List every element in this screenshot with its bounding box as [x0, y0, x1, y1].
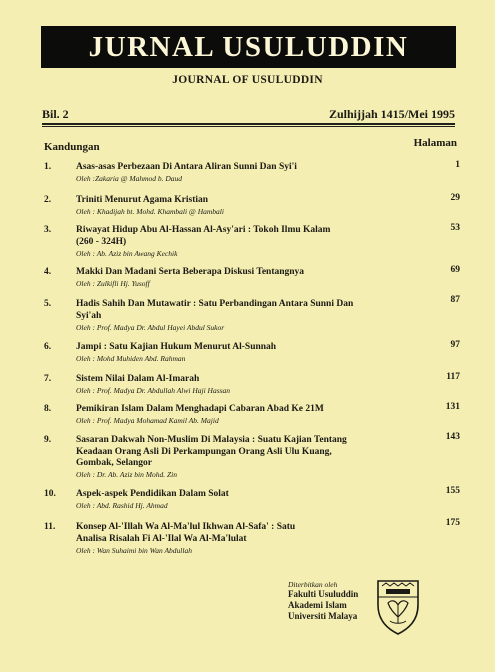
entry-title: Triniti Menurut Agama Kristian [76, 195, 209, 205]
entry-author: Oleh : Prof. Madya Mohamad Kamil Ab. Majid [76, 416, 219, 425]
entry-number: 5. [44, 299, 52, 309]
entry-number: 8. [44, 404, 52, 414]
entry-title: Hadis Sahih Dan Mutawatir : Satu Perbandingan Antara Sunni Dan Syi'ah [76, 299, 354, 321]
entry-number: 10. [44, 489, 56, 499]
entry-title: Konsep Al-'Illah Wa Al-Ma'lul Ikhwan Al-Safa' : Satu Analisa Risalah Fi Al-'Ilal Wa Al-Ma'lulat [76, 522, 296, 544]
entry-title: Sasaran Dakwah Non-Muslim Di Malaysia : Suatu Kajian Tentang Keadaan Orang Asli Di Perkampungan Orang Asli Ulu Kuang, Gombak, Selangor [76, 435, 347, 468]
divider [42, 123, 455, 125]
publisher-intro: Diterbitkan oleh [288, 580, 338, 589]
entry-author: Oleh : Dr. Ab. Aziz bin Mohd. Zin [76, 470, 177, 479]
issue-date: Zulhijjah 1415/Mei 1995 [328, 107, 455, 121]
entry-author: Oleh : Abd. Rashid Hj. Ahmad [76, 501, 168, 510]
entry-page: 155 [445, 486, 460, 496]
entry-title: Makki Dan Madani Serta Beberapa Diskusi Tentangnya [76, 267, 305, 277]
entry-page: 143 [445, 432, 460, 442]
publisher-faculty: Fakulti Usuluddin [288, 589, 359, 599]
entry-number: 9. [44, 435, 52, 445]
entry-number: 2. [44, 195, 52, 205]
entry-author: Oleh : Mohd Muhiden Abd. Rahman [76, 354, 186, 363]
entry-author: Oleh : Prof. Madya Dr. Abdul Hayei Abdul Sukor [76, 323, 225, 332]
entry-author: Oleh : Khadijah bt. Mohd. Khambali @ Hambali [76, 207, 224, 216]
entry-title: Asas-asas Perbezaan Di Antara Aliran Sunni Dan Syi'i [76, 162, 297, 172]
entry-page: 175 [445, 518, 460, 528]
entry-page: 1 [455, 160, 460, 170]
page-heading: Halaman [413, 137, 457, 149]
entry-number: 3. [44, 225, 52, 235]
publisher-academy: Akademi Islam [288, 600, 347, 610]
contents-heading: Kandungan [44, 141, 100, 153]
journal-title: JURNAL USULUDDIN [88, 30, 409, 63]
entry-number: 6. [44, 342, 52, 352]
entry-page: 131 [445, 402, 460, 412]
entry-number: 7. [44, 374, 52, 384]
entry-title: Jampi : Satu Kajian Hukum Menurut Al-Sunnah [76, 342, 277, 352]
issue-number: Bil. 2 [42, 107, 69, 121]
entry-number: 1. [44, 162, 52, 172]
entry-author: Oleh :Zakaria @ Mahmod b. Daud [76, 174, 183, 183]
publisher-block [288, 580, 378, 622]
entry-number: 11. [44, 522, 56, 532]
journal-subtitle: JOURNAL OF USULUDDIN [172, 74, 323, 86]
issue-row [42, 107, 455, 122]
entry-page: 97 [450, 340, 460, 350]
entry-title: Pemikiran Islam Dalam Menghadapi Cabaran Abad Ke 21M [76, 404, 324, 414]
divider [42, 126, 455, 127]
university-crest-icon [372, 577, 424, 637]
entry-page: 87 [450, 295, 460, 305]
entry-title: Aspek-aspek Pendidikan Dalam Solat [76, 489, 229, 499]
entry-author: Oleh : Prof. Madya Dr. Abdullah Alwi Haji Hassan [76, 386, 231, 395]
journal-title-banner [41, 26, 456, 68]
entry-author: Oleh : Ab. Aziz bin Awang Kechik [76, 249, 178, 258]
entry-page: 69 [450, 265, 460, 275]
entry-page: 53 [450, 223, 460, 233]
entry-author: Oleh : Zulkifli Hj. Yusoff [76, 279, 150, 288]
entry-author: Oleh : Wan Suhaimi bin Wan Abdullah [76, 546, 192, 555]
publisher-university: Universiti Malaya [288, 611, 358, 621]
entry-number: 4. [44, 267, 52, 277]
entry-page: 29 [450, 193, 460, 203]
entry-title: Riwayat Hidup Abu Al-Hassan Al-Asy'ari : Tokoh Ilmu Kalam (260 - 324H) [76, 225, 331, 247]
entry-page: 117 [446, 372, 460, 382]
entry-title: Sistem Nilai Dalam Al-Imarah [76, 374, 200, 384]
